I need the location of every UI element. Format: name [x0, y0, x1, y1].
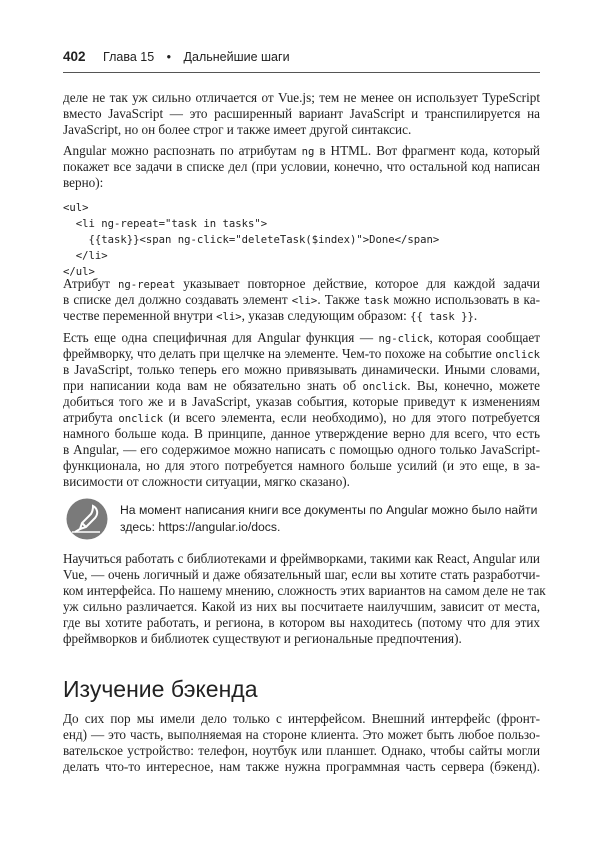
code-line: <li ng-repeat="task in tasks">: [63, 218, 268, 230]
paragraph-line: [63, 346, 540, 362]
paragraph-line: [63, 378, 540, 394]
running-header: [63, 49, 540, 69]
paragraph-line: намного больше кода. В принципе, данное утверждение верно для всего, что есть: [63, 426, 540, 441]
header-rule: [63, 72, 540, 73]
text-run: . Также: [317, 292, 364, 307]
text-run: при написании кода вам не обязательно знать об: [63, 378, 363, 393]
paragraph-line: фреймворков и библиотек существуют и региональные предпочтения).: [63, 631, 462, 646]
paragraph-3: [63, 276, 540, 324]
paragraph-line: До сих пор мы имели дело только с интерфейсом. Внешний интерфейс (фронт-: [63, 711, 540, 726]
paragraph-line: добиться того же и в JavaScript, указав события, которые приведут к изменениям: [63, 394, 540, 409]
inline-code: ng-repeat: [117, 279, 176, 291]
text-run: в списке дел должно создавать элемент: [63, 292, 292, 307]
paragraph-line: [63, 410, 540, 426]
section-heading: Изучение бэкенда: [63, 676, 258, 702]
inline-code: onclick: [362, 381, 408, 393]
paragraph-5: [63, 551, 546, 647]
chapter-title: Дальнейшие шаги: [183, 50, 290, 64]
paragraph-line: вместо JavaScript — это расширенный вариант JavaScript и транспилируется на: [63, 106, 540, 121]
code-line: </ul>: [63, 266, 95, 278]
code-block: [63, 200, 540, 280]
paragraph-line: [63, 143, 540, 159]
note-line: На момент написания книги все документы по Angular можно было найти: [120, 503, 538, 517]
inline-code: ng: [301, 146, 315, 158]
inline-code: <li>: [291, 295, 318, 307]
text-run: фреймворку, что делать при щелчке на элементе. Чем-то похоже на событие: [63, 346, 496, 361]
inline-code: task: [363, 295, 390, 307]
paragraph-4: [63, 330, 540, 490]
paragraph-line: [63, 292, 540, 308]
inline-code: {{ task }}: [410, 311, 474, 323]
paragraph-6: [63, 711, 540, 775]
paragraph-line: где вы хотите работать, и региона, в котором вы находитесь (потому что для этих: [63, 615, 540, 630]
paragraph-line: функционала, но для этого потребуется намного больше усилий (и это еще, в за-: [63, 458, 540, 473]
text-run: , которая сообщает: [429, 330, 540, 345]
text-run: Атрибут: [63, 276, 118, 291]
paragraph-line: в JavaScript, только теперь его можно привязывать динамически. Иными словами,: [63, 362, 540, 377]
text-run: (и всего элемента, если необходимо), но для этого потребуется: [162, 410, 540, 425]
text-run: , указав следующим образом:: [241, 308, 411, 323]
header-separator: •: [166, 50, 172, 64]
inline-code: onclick: [495, 349, 540, 361]
paragraph-line: [63, 308, 540, 324]
quill-pen-icon: [66, 498, 108, 540]
paragraph-line: Vue, — очень логичный и даже обязательный шаг, если вы хотите стать разработчи-: [63, 567, 540, 582]
text-run: в HTML. Вот фрагмент кода, который: [314, 143, 540, 158]
paragraph-line: [63, 276, 540, 292]
note-line: здесь: https://angular.io/docs.: [120, 520, 281, 534]
paragraph-line: уж сильно различается. Какой из них вы посчитаете наилучшим, зависит от места,: [63, 599, 540, 614]
text-run: Есть еще одна специфичная для Angular функция —: [63, 330, 379, 345]
paragraph-line: деле не так уж сильно отличается от Vue.js; тем не менее он использует TypeScript: [63, 90, 540, 105]
paragraph-line: висимости от сложности ситуации, мягко сказано).: [63, 474, 350, 489]
paragraph-line: JavaScript, но он более строг и также имеет другой синтаксис.: [63, 122, 412, 137]
code-line: </li>: [63, 250, 108, 262]
paragraph-line: в Angular, — его содержимое можно написать с помощью одного только JavaScript-: [63, 442, 540, 457]
paragraph-line: [63, 330, 540, 346]
paragraph-2: [63, 143, 540, 191]
text-run: атрибута: [63, 410, 119, 425]
code-line: <ul>: [63, 202, 89, 214]
paragraph-line: верно):: [63, 175, 104, 190]
text-run: можно использовать в ка-: [389, 292, 540, 307]
text-run: .: [473, 308, 478, 323]
paragraph-1: [63, 90, 540, 138]
inline-code: onclick: [118, 413, 163, 425]
paragraph-line: вательское устройство: телефон, ноутбук или планшет. Однако, чтобы сайты могли: [63, 743, 540, 758]
text-run: честве переменной внутри: [63, 308, 217, 323]
note-box: [120, 502, 540, 536]
code-line: {{task}}<span ng-click="deleteTask($index)">Done</span>: [63, 234, 440, 246]
paragraph-line: Научиться работать с библиотеками и фреймворками, такими как React, Angular или: [63, 551, 540, 566]
text-run: . Вы, конечно, можете: [407, 378, 540, 393]
text-run: Angular можно распознать по атрибутам: [63, 143, 302, 158]
paragraph-line: делать что-то интересное, нам также нужна программная часть сервера (бэкенд).: [63, 759, 540, 774]
paragraph-line: енд) — это часть, выполняемая на стороне клиента. Это может быть любое пользо-: [63, 727, 540, 742]
inline-code: <li>: [216, 311, 242, 323]
inline-code: ng-click: [378, 333, 430, 345]
text-run: указывает повторное действие, которое для каждой задачи: [175, 276, 540, 291]
page-number: 402: [63, 49, 86, 64]
paragraph-line: покажет все задачи в списке дел (при условии, конечно, что остальной код написан: [63, 159, 540, 174]
chapter-number: Глава 15: [103, 50, 155, 64]
paragraph-line: ком интерфейса. По нашему мнению, сложность этих вариантов на самом деле не так: [63, 583, 546, 598]
